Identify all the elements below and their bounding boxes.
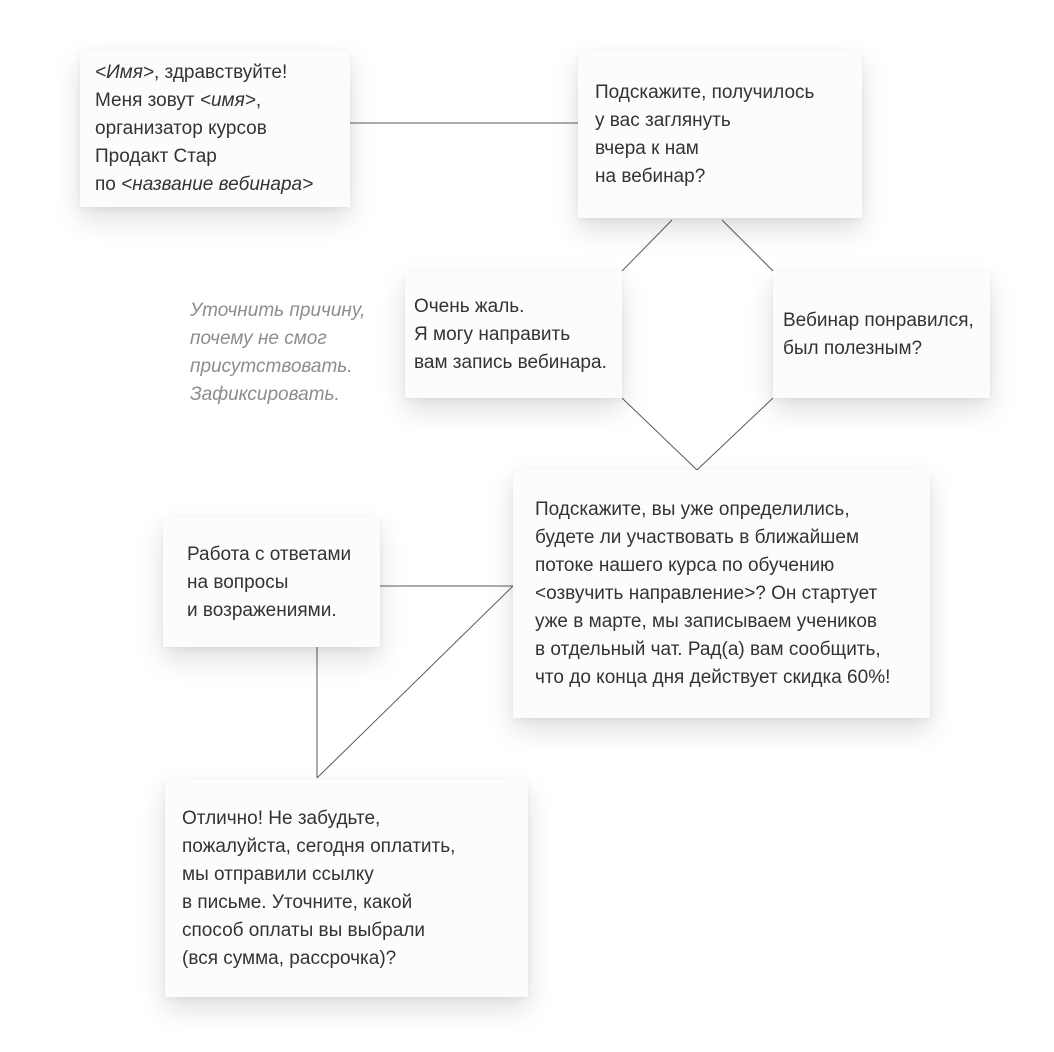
connector-webq-to-liked xyxy=(722,220,773,271)
node-webinar-question xyxy=(578,51,862,218)
node-text-line: что до конца дня действует скидка 60%! xyxy=(535,667,891,688)
node-text-line: вчера к нам xyxy=(595,137,699,159)
node-text-line: Отлично! Не забудьте, xyxy=(182,807,381,829)
node-text-line: в письме. Уточните, какой xyxy=(182,891,413,913)
node-text-line: Подскажите, получилось xyxy=(595,81,815,103)
node-text-line: мы отправили ссылку xyxy=(182,863,374,885)
node-text-line: в отдельный чат. Рад(а) вам сообщить, xyxy=(535,639,881,660)
node-text-line: <озвучить направление>? Он стартует xyxy=(535,583,878,604)
node-payment-reminder xyxy=(165,780,528,997)
node-sorry-send-recording xyxy=(405,271,622,398)
placeholder-webinar-title: <название вебинара> xyxy=(121,173,314,195)
node-text-line: пожалуйста, сегодня оплатить, xyxy=(182,835,456,857)
node-text-line: на вопросы xyxy=(187,571,289,593)
connector-liked-to-offer xyxy=(697,398,773,470)
node-intro-greeting xyxy=(80,50,350,207)
node-course-offer xyxy=(513,470,930,718)
node-text-line: Подскажите, вы уже определились, xyxy=(535,499,850,520)
node-text-line: будете ли участвовать в ближайшем xyxy=(535,527,860,548)
node-text-line: уже в марте, мы записываем учеников xyxy=(535,611,877,632)
placeholder-name: <Имя> xyxy=(95,61,154,83)
node-text-line: вам запись вебинара. xyxy=(414,351,607,373)
node-text-line: и возражениями. xyxy=(187,599,337,621)
node-liked-webinar xyxy=(773,271,990,398)
node-text-line: <Имя>, здравствуйте! xyxy=(95,61,288,83)
node-text-line: Я могу направить xyxy=(414,323,571,345)
node-text-line: по <название вебинара> xyxy=(95,173,314,195)
node-text-line: Меня зовут <имя>, xyxy=(95,89,262,111)
node-text-line: способ оплаты вы выбрали xyxy=(182,919,426,941)
node-objections-handling xyxy=(163,518,380,647)
note-clarify-reason xyxy=(190,297,410,409)
node-text-line: на вебинар? xyxy=(595,165,706,187)
connector-sorry-to-offer xyxy=(622,398,697,470)
node-text-line: (вся сумма, рассрочка)? xyxy=(182,947,397,969)
node-text-line: был полезным? xyxy=(783,337,923,359)
node-text-line: у вас заглянуть xyxy=(595,109,731,131)
node-text-line: Работа с ответами xyxy=(187,543,352,565)
node-text-line: организатор курсов xyxy=(95,117,267,139)
note-text-line: присутствовать. xyxy=(190,356,353,377)
note-text-line: Уточнить причину, xyxy=(190,300,366,321)
node-text-line: Вебинар понравился, xyxy=(783,309,974,331)
placeholder-name: <имя> xyxy=(199,89,256,111)
node-text-line: Очень жаль. xyxy=(414,295,525,317)
note-text-line: почему не смог xyxy=(190,328,327,349)
node-text-line: Продакт Стар xyxy=(95,145,217,167)
node-text-line: потоке нашего курса по обучению xyxy=(535,555,835,576)
note-text-line: Зафиксировать. xyxy=(190,384,340,405)
connector-webq-to-sorry xyxy=(622,220,672,271)
